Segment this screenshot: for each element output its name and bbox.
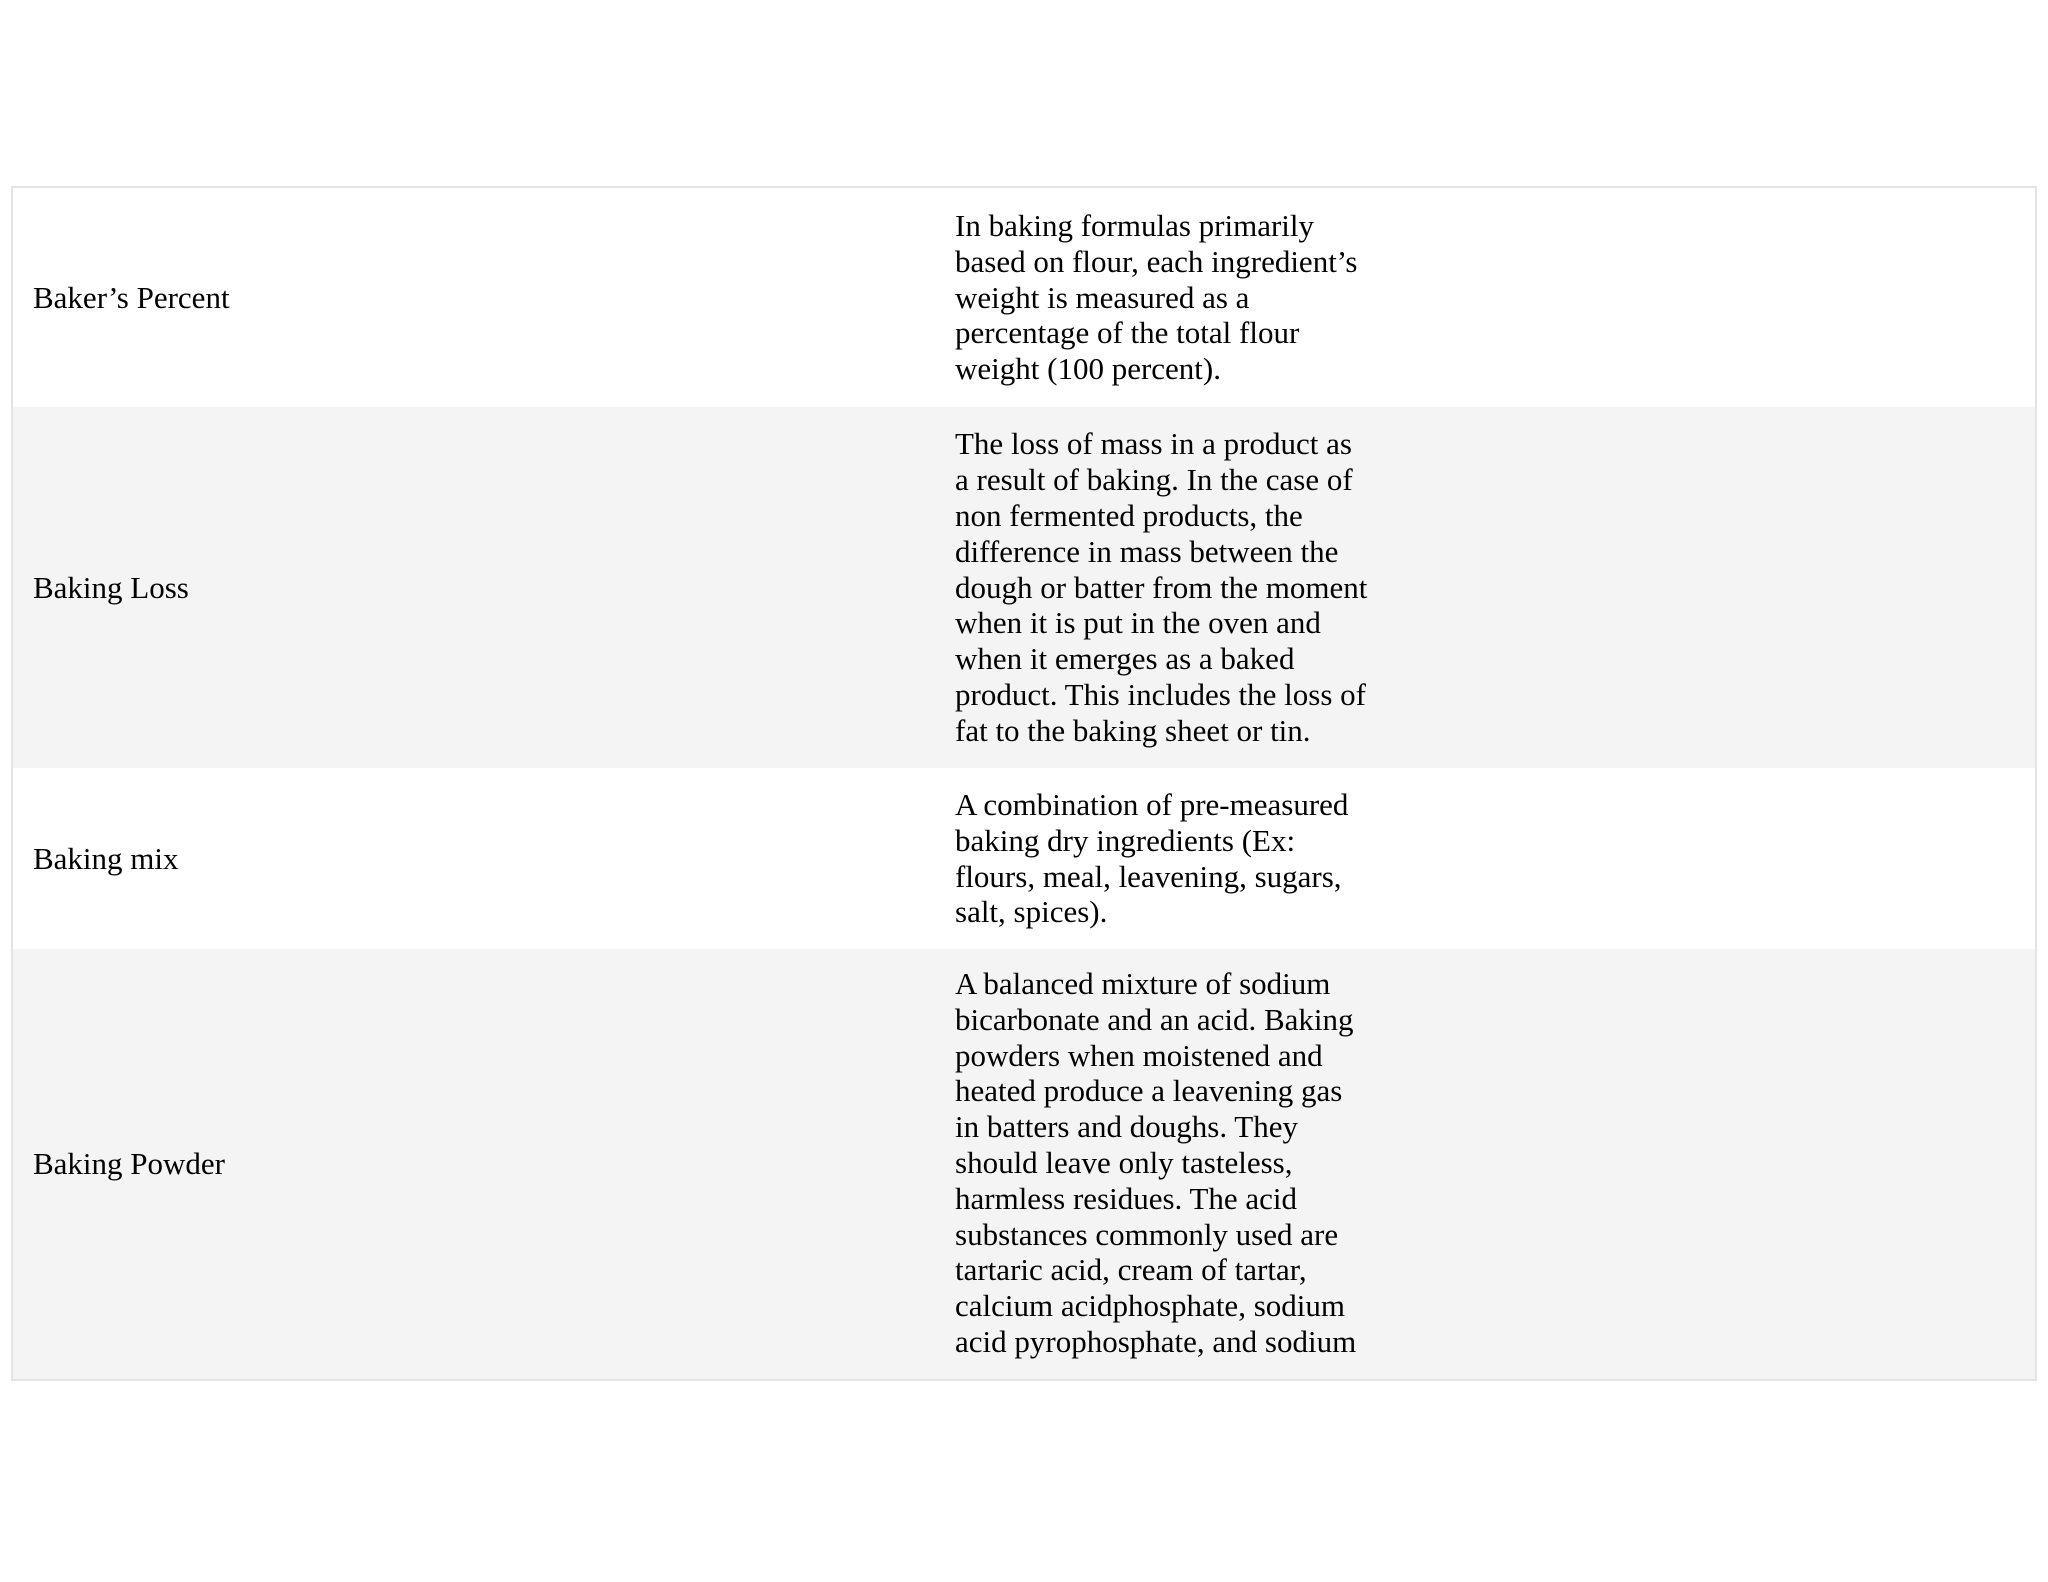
table-row [13,188,2035,407]
term-cell: Baking mix [33,840,179,876]
term-cell: Baker’s Percent [33,279,230,315]
definition-cell: A balanced mixture of sodium bicarbonate and an acid. Baking powders when moistened and heated produce a leavening gas in batters and doughs. They should leave only tasteless, harmless residues. The acid substances commonly used are tartaric acid, cream of tartar, calcium acidphosphate, sodium acid pyrophosphate, and sodium [955,966,1357,1359]
glossary-table [11,186,2037,1381]
definition-cell: The loss of mass in a product as a result of baking. In the case of non fermented products, the difference in mass between the dough or batter from the moment when it is put in the oven and when it emerges as a baked product. This includes the loss of fat to the baking sheet or tin. [955,426,1368,748]
definition-cell: A combination of pre-measured baking dry ingredients (Ex: flours, meal, leavening, sugars, salt, spices). [955,786,1349,930]
definition-cell: In baking formulas primarily based on flour, each ingredient’s weight is measured as a percentage of the total flour weight (100 percent). [955,208,1358,387]
term-cell: Baking Powder [33,1146,226,1181]
term-cell: Baking Loss [33,569,189,605]
table-row [13,407,2035,768]
table-row [13,949,2035,1379]
table-row [13,768,2035,949]
